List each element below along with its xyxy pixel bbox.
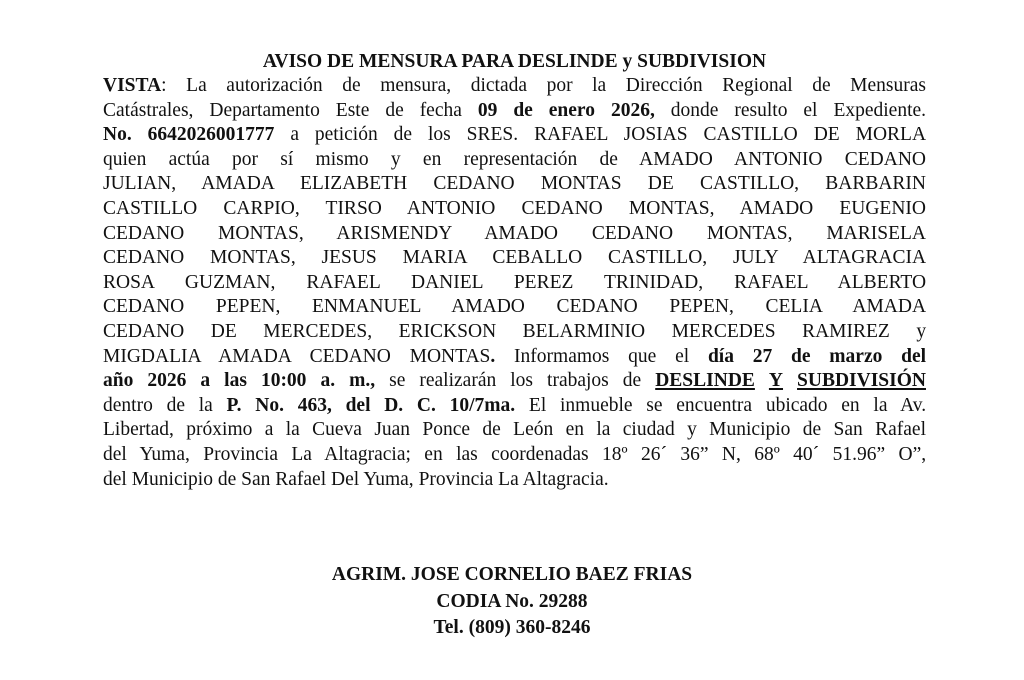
body-text: los: [427, 124, 451, 146]
body-text: a.: [320, 370, 336, 392]
body-text: las: [224, 370, 247, 392]
body-text: :: [161, 75, 167, 96]
body-text: la: [285, 419, 300, 441]
body-text: de: [217, 468, 237, 490]
body-text: .: [490, 345, 496, 367]
body-text: MORLA: [855, 124, 927, 146]
body-text: AMADO: [451, 296, 525, 318]
body-line: [103, 197, 926, 222]
body-text: AMADO: [639, 148, 713, 170]
body-line: [103, 468, 926, 493]
body-text: BARBARIN: [825, 173, 927, 195]
body-text: JOSIAS: [623, 124, 688, 146]
body-text: en: [422, 148, 442, 170]
body-text: fecha: [419, 99, 462, 121]
body-text: del: [103, 468, 127, 490]
body-text: TIRSO: [325, 197, 382, 219]
body-text: a: [290, 124, 299, 146]
body-text: La: [186, 75, 207, 96]
body-text: 09: [477, 99, 498, 121]
body-text: RAMIREZ: [802, 320, 890, 342]
body-text: CEDANO: [103, 247, 185, 269]
body-text: 2026: [147, 370, 187, 392]
body-text: 36”: [680, 443, 709, 465]
body-text: León: [513, 419, 554, 441]
body-text: el: [803, 99, 818, 121]
body-text: las: [456, 443, 478, 465]
body-text: Yuma,: [139, 443, 190, 465]
body-text: Juan: [374, 419, 411, 441]
body-text: de: [385, 99, 404, 121]
body-text: CASTILLO: [103, 197, 198, 219]
body-text: CASTILLO: [703, 124, 798, 146]
body-text: Este: [335, 99, 370, 121]
body-text: MONTAS,: [628, 197, 715, 219]
body-text: La: [498, 468, 519, 490]
body-text: la: [873, 394, 888, 416]
body-text: próximo: [186, 419, 253, 441]
body-text: Mensuras: [850, 75, 926, 96]
body-text: mensura,: [380, 75, 452, 96]
body-text: de: [622, 370, 642, 392]
body-text: de: [513, 99, 533, 121]
body-text: enero: [548, 99, 595, 121]
body-text: CEDANO: [103, 222, 185, 244]
body-text: en: [424, 443, 443, 465]
body-text: AMADO: [484, 222, 559, 244]
body-text: la: [596, 419, 611, 441]
body-text: Rafael: [875, 419, 926, 441]
body-text: los: [510, 370, 534, 392]
body-text: C.: [416, 394, 436, 416]
body-text: por: [546, 75, 573, 96]
body-text: RAFAEL: [534, 124, 608, 146]
body-text: 463,: [297, 394, 332, 416]
body-text: Y: [768, 370, 784, 392]
body-text: MARIA: [402, 247, 467, 269]
body-text: de: [791, 345, 811, 367]
body-text: quien: [103, 148, 147, 170]
body-text: VISTA: [103, 75, 162, 96]
body-text: La: [291, 443, 312, 465]
body-text: Altagracia.: [522, 468, 609, 490]
body-text: coordenadas: [491, 443, 589, 465]
body-text: JULIAN,: [103, 173, 177, 195]
body-text: 2026,: [610, 99, 655, 121]
body-text: 10:00: [260, 370, 307, 392]
body-text: MONTAS,: [210, 247, 296, 269]
body-text: se: [389, 370, 406, 392]
body-line: [103, 369, 926, 394]
body-text: PEPEN,: [669, 296, 734, 318]
body-text: de: [393, 124, 413, 146]
body-text: de: [482, 419, 501, 441]
body-text: resulto: [734, 99, 788, 121]
body-text: dentro: [103, 394, 153, 416]
body-text: petición: [314, 124, 378, 146]
body-text: del: [901, 345, 927, 367]
body-text: D.: [384, 394, 404, 416]
body-text: y: [390, 148, 401, 170]
body-text: sí: [280, 148, 294, 170]
body-text: m.,: [349, 370, 376, 392]
body-text: BELARMINIO: [522, 320, 646, 342]
body-text: Municipio: [131, 468, 213, 490]
body-text: ELIZABETH: [299, 173, 408, 195]
body-text: año: [103, 370, 134, 392]
body-text: Expediente.: [833, 99, 927, 121]
body-text: 40´: [793, 443, 820, 465]
body-text: ubicado: [765, 394, 828, 416]
body-line: [103, 320, 926, 345]
body-text: donde: [670, 99, 719, 121]
body-text: se: [646, 394, 663, 416]
body-line: [103, 443, 926, 468]
body-text: DESLINDE: [655, 370, 755, 392]
body-text: ENMANUEL: [311, 296, 421, 318]
body-line: [103, 172, 926, 197]
body-text: a: [200, 370, 211, 392]
body-text: N,: [721, 443, 741, 465]
body-text: 51.96”: [832, 443, 886, 465]
body-text: del: [345, 394, 371, 416]
body-text: RAFAEL: [306, 271, 381, 293]
body-text: MERCEDES: [671, 320, 776, 342]
body-line: [103, 394, 926, 419]
body-text: No.: [255, 394, 284, 416]
body-text: ANTONIO: [734, 148, 823, 170]
body-text: MONTAS,: [218, 222, 304, 244]
body-text: Municipio: [709, 419, 791, 441]
body-text: AMADA: [852, 296, 927, 318]
notice-body: [103, 74, 926, 492]
body-text: de: [342, 75, 361, 96]
body-text: representación: [463, 148, 578, 170]
body-text: JESUS: [321, 247, 377, 269]
body-text: marzo: [829, 345, 883, 367]
body-text: CEDANO: [556, 296, 638, 318]
body-text: AMADO: [739, 197, 814, 219]
body-text: P.: [226, 394, 242, 416]
body-text: Ponce: [422, 419, 471, 441]
body-text: Altagracia;: [324, 443, 411, 465]
body-text: San: [833, 419, 863, 441]
body-line: [103, 99, 926, 124]
body-text: MONTAS: [409, 345, 491, 367]
body-text: Libertad,: [103, 419, 174, 441]
body-text: San: [241, 468, 271, 490]
body-text: Informamos: [514, 345, 610, 367]
body-text: por: [232, 148, 258, 170]
body-text: CASTILLO,: [608, 247, 708, 269]
body-text: MIGDALIA: [103, 345, 201, 367]
body-text: CEDANO: [844, 148, 927, 170]
body-text: y: [916, 320, 927, 342]
body-text: SRES.: [466, 124, 519, 146]
body-text: MONTAS,: [706, 222, 793, 244]
body-text: CEDANO: [433, 173, 515, 195]
body-text: CARPIO,: [223, 197, 300, 219]
body-line: [103, 222, 926, 247]
body-text: día: [707, 345, 734, 367]
body-text: Catástrales,: [103, 99, 194, 121]
body-text: DANIEL: [411, 271, 483, 293]
body-text: dictada: [470, 75, 528, 96]
body-text: ALBERTO: [837, 271, 927, 293]
body-text: que: [628, 345, 657, 367]
body-text: TRINIDAD,: [604, 271, 704, 293]
body-text: CEDANO: [591, 222, 674, 244]
body-text: CEDANO: [309, 345, 391, 367]
body-text: CEDANO: [521, 197, 603, 219]
body-text: ROSA: [103, 271, 154, 293]
body-text: del: [103, 443, 127, 465]
body-text: AMADA: [201, 173, 274, 195]
notice-document: [103, 50, 926, 492]
body-text: de: [802, 419, 822, 441]
body-text: CEDANO: [103, 296, 185, 318]
body-text: Regional: [722, 75, 793, 96]
body-text: actúa: [168, 148, 210, 170]
body-text: Del: [331, 468, 360, 490]
body-text: Provincia: [203, 443, 278, 465]
signature-name: AGRIM. JOSE CORNELIO BAEZ FRIAS: [331, 564, 693, 585]
body-text: en: [841, 394, 860, 416]
body-text: DE: [813, 124, 840, 146]
body-text: SUBDIVISIÓN: [797, 370, 926, 392]
body-text: MONTAS: [540, 173, 622, 195]
signature-phone: Tel. (809) 360-8246: [433, 617, 591, 638]
notice-title: AVISO DE MENSURA PARA DESLINDE y SUBDIVISION: [262, 51, 767, 72]
body-text: realizarán: [419, 370, 497, 392]
body-text: CEDANO: [103, 320, 185, 342]
body-line: [103, 123, 926, 148]
body-line: [103, 148, 926, 173]
body-text: CASTILLO,: [699, 173, 800, 195]
body-text: DE: [647, 173, 674, 195]
body-line: [103, 74, 926, 99]
body-text: de: [599, 148, 618, 170]
body-text: No.: [103, 124, 132, 146]
body-text: ARISMENDY: [336, 222, 452, 244]
body-text: mismo: [315, 148, 369, 170]
body-text: CEBALLO: [492, 247, 583, 269]
body-text: GUZMAN,: [184, 271, 276, 293]
body-text: Yuma,: [363, 468, 414, 490]
body-text: DE: [210, 320, 237, 342]
body-text: 18º: [602, 443, 628, 465]
body-text: y: [687, 419, 697, 441]
body-text: Departamento: [209, 99, 320, 121]
body-text: 27: [752, 345, 773, 367]
body-text: RAFAEL: [734, 271, 808, 293]
body-text: PEPEN,: [215, 296, 281, 318]
body-text: ciudad: [622, 419, 675, 441]
body-text: autorización: [226, 75, 323, 96]
body-text: AMADA: [218, 345, 291, 367]
body-text: inmueble: [559, 394, 633, 416]
body-text: 6642026001777: [147, 124, 275, 146]
body-text: ALTAGRACIA: [802, 247, 927, 269]
body-text: El: [528, 394, 547, 416]
body-line: [103, 246, 926, 271]
body-text: PEREZ: [513, 271, 574, 293]
body-text: JULY: [732, 247, 778, 269]
body-text: Av.: [900, 394, 927, 416]
body-text: O”,: [898, 443, 927, 465]
body-text: encuentra: [676, 394, 753, 416]
body-line: [103, 295, 926, 320]
body-text: a: [264, 419, 274, 441]
body-text: 68º: [754, 443, 780, 465]
body-text: 10/7ma.: [449, 394, 516, 416]
body-text: Rafael: [275, 468, 327, 490]
body-text: CELIA: [765, 296, 822, 318]
body-text: Dirección: [625, 75, 703, 96]
body-text: la: [592, 75, 607, 96]
body-text: ERICKSON: [398, 320, 497, 342]
body-text: ANTONIO: [406, 197, 496, 219]
body-text: MERCEDES,: [263, 320, 373, 342]
body-text: MARISELA: [826, 222, 926, 244]
body-text: Provincia: [418, 468, 494, 490]
body-line: [103, 271, 926, 296]
signature-codia: CODIA No. 29288: [436, 591, 588, 612]
body-text: Cueva: [312, 419, 362, 441]
body-text: 26´: [640, 443, 667, 465]
body-text: trabajos: [547, 370, 609, 392]
body-text: de: [166, 394, 185, 416]
body-text: de: [812, 75, 831, 96]
body-line: [103, 418, 926, 443]
body-text: en: [565, 419, 584, 441]
body-text: el: [675, 345, 690, 367]
body-text: la: [198, 394, 213, 416]
body-text: EUGENIO: [839, 197, 926, 219]
body-line: [103, 345, 926, 370]
